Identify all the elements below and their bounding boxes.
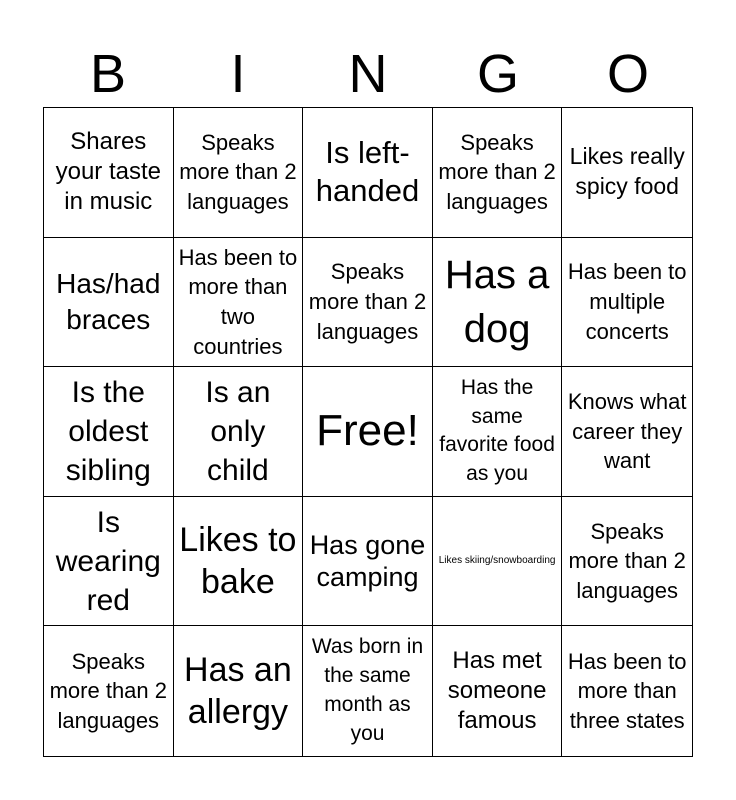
- cell-text: Is the oldest sibling: [65, 375, 151, 487]
- bingo-cell[interactable]: [303, 108, 433, 238]
- free-space[interactable]: [303, 367, 433, 497]
- cell-text: Is wearing red: [55, 505, 161, 617]
- bingo-cell[interactable]: [562, 497, 692, 627]
- cell-text: Free!: [316, 406, 419, 456]
- bingo-cell[interactable]: [433, 497, 563, 627]
- cell-text: Speaks more than 2 languages: [179, 129, 297, 215]
- bingo-cell[interactable]: [174, 108, 304, 238]
- cell-text: Is an only child: [205, 375, 271, 487]
- cell-text: Has an allergy: [184, 650, 292, 732]
- bingo-cell[interactable]: [433, 108, 563, 238]
- cell-text: Likes really spicy food: [569, 143, 685, 200]
- cell-text: Likes skiing/snowboarding: [438, 555, 556, 567]
- cell-text: Speaks more than 2 languages: [308, 259, 427, 344]
- bingo-cell[interactable]: [303, 238, 433, 368]
- header-letter-b: B: [89, 44, 127, 104]
- bingo-cell[interactable]: [433, 367, 563, 497]
- cell-text: Is left-handed: [315, 134, 420, 209]
- cell-text: Likes to bake: [179, 520, 297, 602]
- bingo-cell[interactable]: [44, 367, 174, 497]
- cell-text: Speaks more than 2 languages: [568, 518, 686, 603]
- bingo-cell[interactable]: [44, 238, 174, 368]
- cell-text: Was born in the same month as you: [311, 635, 424, 746]
- cell-text: Has been to multiple concerts: [567, 259, 687, 344]
- bingo-cell[interactable]: [174, 626, 304, 756]
- bingo-cell[interactable]: [44, 626, 174, 756]
- bingo-cell[interactable]: [174, 367, 304, 497]
- cell-text: Shares your taste in music: [55, 128, 161, 216]
- cell-text: Has gone camping: [309, 529, 426, 593]
- cell-text: Has met someone famous: [447, 647, 547, 735]
- cell-text: Has a dog: [444, 252, 550, 351]
- bingo-cell[interactable]: [174, 238, 304, 368]
- bingo-cell[interactable]: [562, 626, 692, 756]
- cell-text: Has the same favorite food as you: [439, 375, 555, 486]
- cell-text: Has been to more than three states: [567, 648, 687, 734]
- bingo-cell[interactable]: [433, 238, 563, 368]
- header-letter-n: N: [348, 44, 388, 104]
- cell-text: Has been to more than two countries: [178, 244, 298, 359]
- bingo-cell[interactable]: [44, 497, 174, 627]
- bingo-cell[interactable]: [562, 367, 692, 497]
- bingo-board: [43, 107, 693, 757]
- header-letter-i: I: [230, 44, 246, 104]
- bingo-cell[interactable]: [562, 238, 692, 368]
- bingo-cell[interactable]: [562, 108, 692, 238]
- header-letter-o: O: [606, 44, 649, 104]
- cell-text: Knows what career they want: [567, 388, 687, 474]
- cell-text: Has/had braces: [56, 267, 161, 335]
- bingo-cell[interactable]: [303, 626, 433, 756]
- bingo-cell[interactable]: [174, 497, 304, 627]
- bingo-cell[interactable]: [433, 626, 563, 756]
- cell-text: Speaks more than 2 languages: [438, 129, 556, 215]
- bingo-header: [43, 40, 693, 108]
- header-letter-g: G: [476, 44, 519, 104]
- bingo-cell[interactable]: [303, 497, 433, 627]
- bingo-cell[interactable]: [44, 108, 174, 238]
- cell-text: Speaks more than 2 languages: [49, 648, 167, 734]
